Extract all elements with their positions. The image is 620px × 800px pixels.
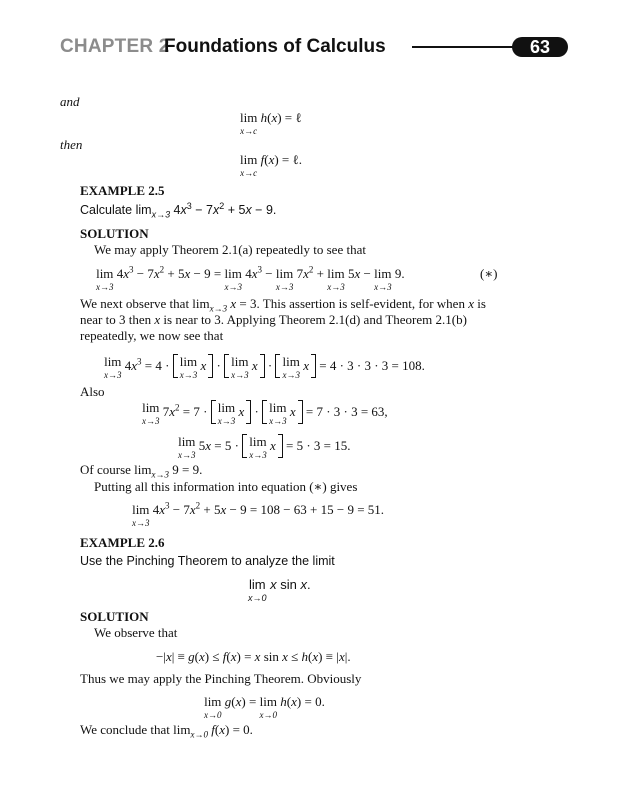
equation-linear: lim x→3 5x = 5 · lim x→3 x = 5 · 3 = 15.: [178, 434, 351, 460]
text-thus: Thus we may apply the Pinching Theorem. Obviously: [80, 671, 362, 686]
page-number-badge: 63: [512, 37, 568, 57]
text-conclude: We conclude that $\lim_{x\to 0} f(x) = 0$.: [80, 722, 253, 740]
equation-star-tag: (∗): [480, 266, 498, 281]
solution-line-1: We may apply Theorem 2.1(a) repeatedly to see that: [94, 242, 366, 257]
text-also: Also: [80, 384, 105, 399]
example-2-6-prompt: Use the Pinching Theorem to analyze the limit: [80, 554, 335, 568]
chapter-number: CHAPTER 2: [60, 36, 170, 57]
chapter-title: Foundations of Calculus: [164, 36, 386, 57]
text-observe: We observe that: [94, 625, 178, 640]
text-then: then: [60, 137, 83, 152]
equation-pinch: −|x| ≡ g(x) ≤ f(x) = x sin x ≤ h(x) ≡ |x|.: [156, 649, 351, 664]
page-header: [60, 34, 570, 60]
example-2-6-heading: EXAMPLE 2.6: [80, 535, 165, 550]
text-and: and: [60, 94, 80, 109]
example-2-5-heading: EXAMPLE 2.5: [80, 183, 165, 198]
equation-final: lim x→3 $4x^3 - 7x^2 + 5x - 9 = 108 - 63 + 15 - 9 = 51$.: [132, 500, 385, 528]
equation-cube: lim x→3 $4x^3 = 4 \cdot \lim$ x→3 x · lim x→3 x · lim x→3 x = 4 · 3 · 3 · 3 = 108.: [104, 354, 425, 380]
equation-square: lim x→3 $7x^2 = 7 \cdot \lim$ x→3 x · lim x→3 x = 7 · 3 · 3 = 63,: [142, 400, 388, 426]
text-of-course: Of course $\lim_{x\to 3} 9 = 9$.: [80, 462, 203, 480]
example-2-5-prompt: Calculate $\lim_{x\to 3} 4x^3 - 7x^2 + 5x - 9$.: [80, 200, 277, 220]
equation-lim-h: lim x→c h(x) = ℓ: [240, 110, 302, 136]
solution-heading-1: SOLUTION: [80, 226, 149, 241]
text-putting: Putting all this information into equation (∗) gives: [94, 479, 358, 494]
equation-star: lim x→3 $4x^3 - 7x^2 + 5x - 9 = \lim$ x→3 $4x^3 - \lim$ x→3 $7x^2 + \lim$ x→3 5x − lim x→3 9.: [96, 264, 405, 292]
solution-heading-2: SOLUTION: [80, 609, 149, 624]
paragraph-observe: We next observe that $\lim_{x\to 3} x = 3$. This assertion is self-evident, for when x is near to 3 then x is near to 3. Applying Theorem 2.1(d) and Theorem 2.1(b) repeatedly, we now see that: [80, 296, 486, 343]
equation-lim-f: lim x→c f(x) = ℓ.: [240, 152, 302, 178]
equation-gh: lim x→0 g(x) = lim x→0 h(x) = 0.: [204, 694, 325, 720]
equation-xsinx: lim x→0 x sin x.: [248, 577, 311, 603]
